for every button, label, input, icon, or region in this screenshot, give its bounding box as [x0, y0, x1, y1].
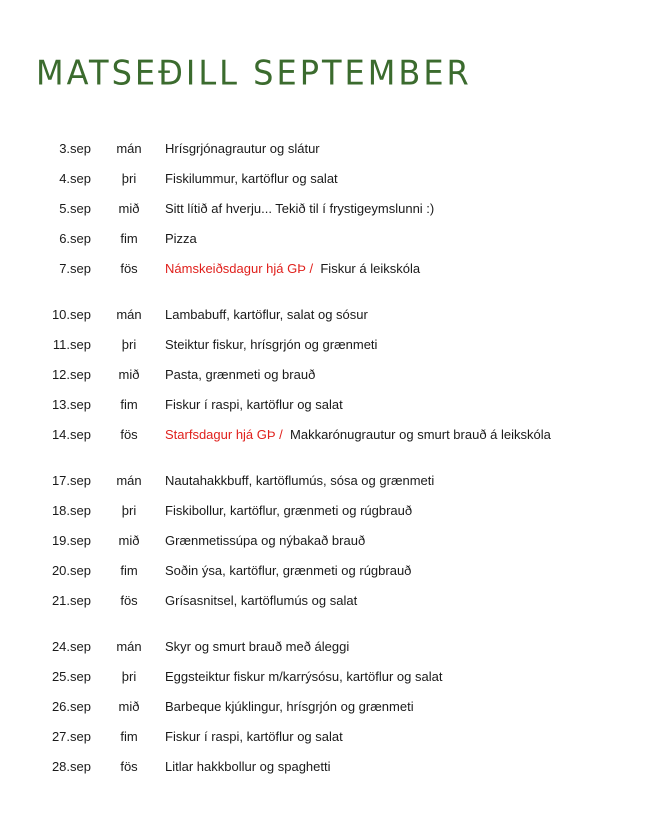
- row-day: fim: [120, 231, 138, 246]
- row-date: 6.sep: [59, 231, 91, 246]
- menu-row: [0, 395, 672, 415]
- row-day: mið: [118, 699, 140, 714]
- row-day: mið: [118, 533, 140, 548]
- row-day: fim: [120, 729, 138, 744]
- row-date: 27.sep: [51, 729, 91, 744]
- row-meal: Eggsteiktur fiskur m/karrýsósu, kartöflur og salat: [165, 669, 443, 684]
- row-date: 17.sep: [51, 473, 91, 488]
- menu-row: [0, 229, 672, 249]
- row-meal: Lambabuff, kartöflur, salat og sósur: [165, 307, 368, 322]
- menu-row: [0, 531, 672, 551]
- row-day: þri: [121, 669, 137, 684]
- row-note: Námskeiðsdagur hjá GÞ /: [165, 261, 314, 276]
- menu-row: [0, 199, 672, 219]
- row-day: þri: [121, 503, 137, 518]
- row-meal: Fiskilummur, kartöflur og salat: [165, 171, 338, 186]
- menu-row: [0, 425, 672, 445]
- row-meal: Hrísgrjónagrautur og slátur: [165, 141, 320, 156]
- menu-row: [0, 259, 672, 279]
- row-meal: Sitt lítið af hverju... Tekið til í frystigeymslunni :): [165, 201, 435, 216]
- row-day: þri: [121, 337, 137, 352]
- row-meal: Makkarónugrautur og smurt brauð á leikskóla: [290, 427, 551, 442]
- row-day: mán: [116, 473, 142, 488]
- row-meal-with-note: [165, 259, 420, 279]
- menu-row: [0, 667, 672, 687]
- row-date: 12.sep: [51, 367, 91, 382]
- row-day: mið: [118, 367, 140, 382]
- row-meal: Grænmetissúpa og nýbakað brauð: [165, 533, 366, 548]
- row-date: 11.sep: [52, 337, 91, 352]
- row-day: þri: [121, 171, 137, 186]
- row-meal: Skyr og smurt brauð með áleggi: [165, 639, 350, 654]
- row-day: mán: [116, 639, 142, 654]
- row-date: 5.sep: [59, 201, 91, 216]
- menu-row: [0, 637, 672, 657]
- row-date: 13.sep: [51, 397, 91, 412]
- row-meal: Grísasnitsel, kartöflumús og salat: [165, 593, 358, 608]
- menu-row: [0, 561, 672, 581]
- row-meal: Nautahakkbuff, kartöflumús, sósa og grænmeti: [165, 473, 435, 488]
- menu-row: [0, 365, 672, 385]
- row-meal-with-note: [165, 425, 551, 445]
- row-meal: Pizza: [165, 231, 197, 246]
- row-day: fös: [120, 593, 138, 608]
- page-title: MATSEÐILL SEPTEMBER: [36, 53, 472, 93]
- row-date: 19.sep: [51, 533, 91, 548]
- menu-row: [0, 335, 672, 355]
- row-meal: Fiskur í raspi, kartöflur og salat: [165, 729, 343, 744]
- menu-row: [0, 757, 672, 777]
- row-day: fim: [120, 563, 138, 578]
- row-meal: Fiskibollur, kartöflur, grænmeti og rúgbrauð: [165, 503, 413, 518]
- menu-row: [0, 591, 672, 611]
- row-date: 21.sep: [51, 593, 91, 608]
- row-day: fös: [120, 427, 138, 442]
- row-date: 18.sep: [51, 503, 91, 518]
- menu-row: [0, 727, 672, 747]
- row-date: 7.sep: [59, 261, 91, 276]
- menu-row: [0, 471, 672, 491]
- menu-row: [0, 139, 672, 159]
- row-date: 25.sep: [51, 669, 91, 684]
- row-meal: Barbeque kjúklingur, hrísgrjón og grænmeti: [165, 699, 414, 714]
- menu-row: [0, 501, 672, 521]
- row-day: fös: [120, 261, 138, 276]
- menu-row: [0, 697, 672, 717]
- row-meal: Fiskur í raspi, kartöflur og salat: [165, 397, 343, 412]
- row-day: fös: [120, 759, 138, 774]
- row-date: 24.sep: [51, 639, 91, 654]
- row-date: 28.sep: [51, 759, 91, 774]
- row-meal: Litlar hakkbollur og spaghetti: [165, 759, 331, 774]
- row-meal: Fiskur á leikskóla: [320, 261, 421, 276]
- menu-row: [0, 169, 672, 189]
- row-day: fim: [120, 397, 138, 412]
- row-note: Starfsdagur hjá GÞ /: [165, 427, 283, 442]
- row-meal: Steiktur fiskur, hrísgrjón og grænmeti: [165, 337, 378, 352]
- row-date: 3.sep: [59, 141, 91, 156]
- row-day: mið: [118, 201, 140, 216]
- row-date: 14.sep: [51, 427, 91, 442]
- row-date: 20.sep: [51, 563, 91, 578]
- row-day: mán: [116, 141, 142, 156]
- row-meal: Pasta, grænmeti og brauð: [165, 367, 316, 382]
- row-date: 26.sep: [51, 699, 91, 714]
- row-date: 4.sep: [59, 171, 91, 186]
- menu-row: [0, 305, 672, 325]
- row-day: mán: [116, 307, 142, 322]
- row-meal: Soðin ýsa, kartöflur, grænmeti og rúgbrauð: [165, 563, 412, 578]
- row-date: 10.sep: [51, 307, 91, 322]
